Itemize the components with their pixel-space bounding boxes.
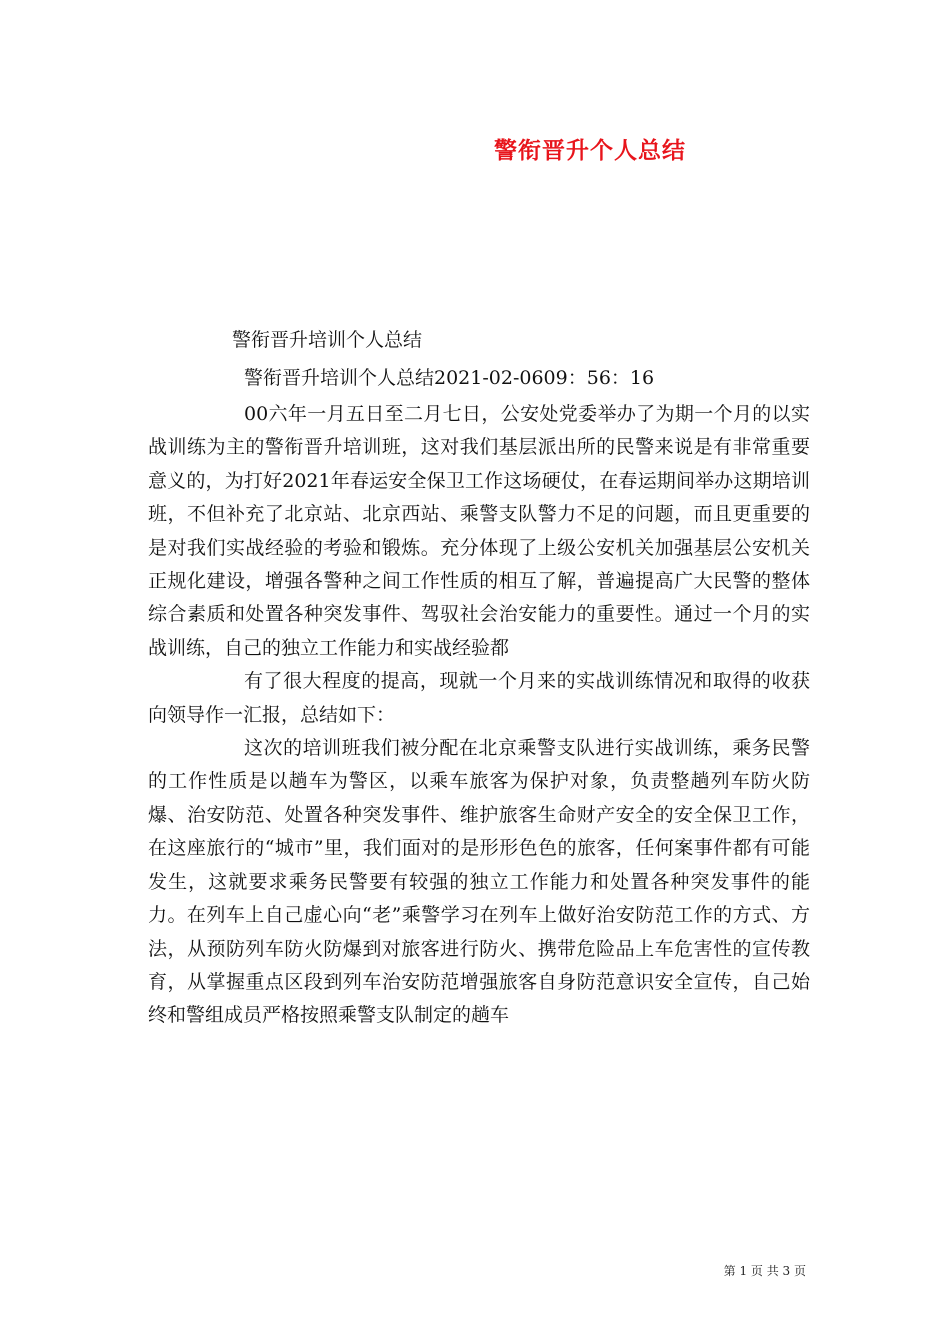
body-paragraph: 00六年一月五日至二月七日，公安处党委举办了为期一个月的以实战训练为主的警衔晋升培训班，这对我们基层派出所的民警来说是有非常重要意义的，为打好2021年春运安全保卫工作这场硬仗，在春运期间举办这期培训班，不但补充了北京站、北京西站、乘警支队警力不足的问题，而且更重要的是对我们实战经验的考验和锻炼。充分体现了上级公安机关加强基层公安机关正规化建设，增强各警种之间工作性质的相互了解，普遍提高广大民警的整体综合素质和处置各种突发事件、驾驭社会治安能力的重要性。通过一个月的实战训练，自己的独立工作能力和实战经验都 <box>148 403 810 659</box>
document-title: 警衔晋升个人总结 <box>494 138 686 164</box>
document-body <box>148 398 810 1033</box>
body-paragraph: 有了很大程度的提高，现就一个月来的实战训练情况和取得的收获向领导作一汇报，总结如下： <box>148 670 810 726</box>
page-number-footer: 第 1 页 共 3 页 <box>723 1264 806 1278</box>
body-paragraph: 这次的培训班我们被分配在北京乘警支队进行实战训练，乘务民警的工作性质是以趟车为警区，以乘车旅客为保护对象，负责整趟列车防火防爆、治安防范、处置各种突发事件、维护旅客生命财产安全的安全保卫工作，在这座旅行的“城市”里，我们面对的是形形色色的旅客，任何案事件都有可能发生，这就要求乘务民警要有较强的独立工作能力和处置各种突发事件的能力。在列车上自己虚心向“老”乘警学习在列车上做好治安防范工作的方式、方法，从预防列车防火防爆到对旅客进行防火、携带危险品上车危害性的宣传教育，从掌握重点区段到列车治安防范增强旅客自身防范意识安全宣传，自己始终和警组成员严格按照乘警支队制定的趟车 <box>148 737 810 1027</box>
document-subtitle: 警衔晋升培训个人总结 <box>232 329 423 351</box>
document-dateline: 警衔晋升培训个人总结2021-02-0609：56：16 <box>244 367 655 389</box>
